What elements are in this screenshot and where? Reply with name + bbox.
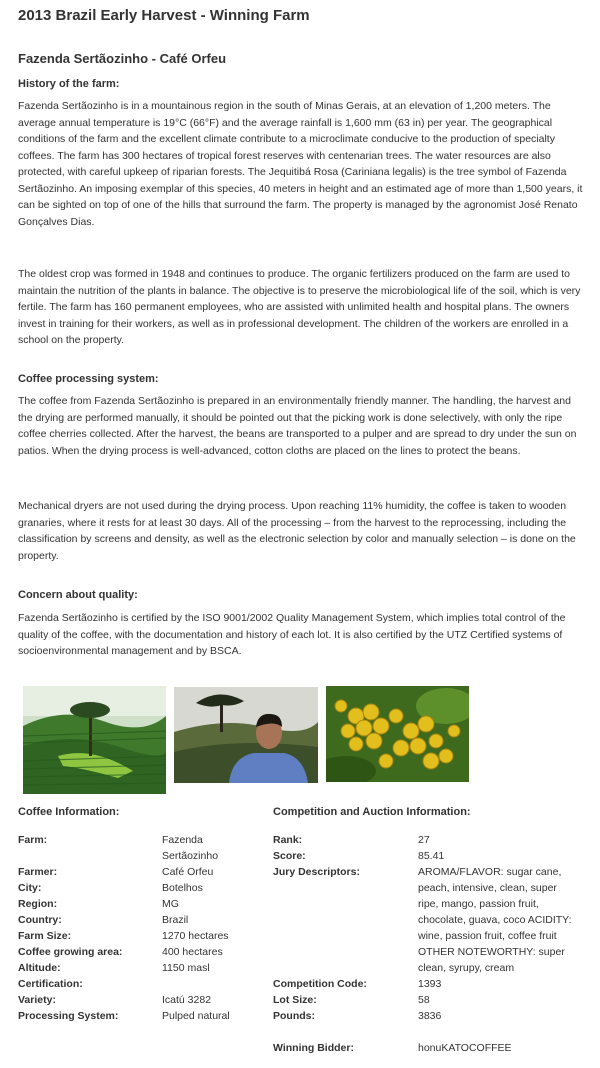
competition-label: Winning Bidder:	[273, 1042, 354, 1054]
coffee-info-value: 400 hectares	[162, 946, 223, 958]
quality-heading: Concern about quality:	[18, 589, 138, 601]
coffee-info-label: Certification:	[18, 978, 83, 990]
coffee-info-value: 1150 masl	[162, 962, 210, 974]
coffee-info-label: Variety:	[18, 994, 56, 1006]
processing-heading: Coffee processing system:	[18, 373, 159, 385]
competition-value: 3836	[418, 1010, 442, 1022]
history-heading: History of the farm:	[18, 78, 120, 90]
coffee-info-label: City:	[18, 882, 42, 894]
farm-title: Fazenda Sertãozinho - Café Orfeu	[18, 51, 227, 66]
coffee-info-label: Region:	[18, 898, 58, 910]
competition-value: 58	[418, 994, 430, 1006]
processing-paragraph-2: Mechanical dryers are not used during the drying process. Upon reaching 11% humidity, the coffee is taken to wooden granaries, where it rests for at least 30 days. All of the processing – from the harvest to the reprocessing, including the classification by screens and density, as well as the electronic selection by color and manually selection – is done on the property.	[18, 500, 576, 562]
coffee-info-value: Brazil	[162, 914, 189, 926]
history-paragraph-2: The oldest crop was formed in 1948 and continues to produce. The organic fertilizers produced on the farm are used to maintain the nutrition of the plants in balance. The objective is to preserve the microbiological life of the soil, which is very fertile. The farm has 160 permanent employees, who are assisted with unlimited health and hospital plans. The owners invest in training for their workers, as well as in professional development. The children of the workers are enrolled in a school on the property.	[18, 268, 581, 346]
competition-label: Score:	[273, 850, 306, 862]
coffee-info-label: Country:	[18, 914, 62, 926]
page-title: 2013 Brazil Early Harvest - Winning Farm	[18, 7, 310, 24]
competition-value: 85.41	[418, 850, 445, 862]
coffee-info-label: Processing System:	[18, 1010, 119, 1022]
coffee-info-value: 1270 hectares	[162, 930, 229, 942]
coffee-info-label: Altitude:	[18, 962, 61, 974]
competition-label: Pounds:	[273, 1010, 315, 1022]
competition-label: Lot Size:	[273, 994, 317, 1006]
processing-paragraph-1: The coffee from Fazenda Sertãozinho is prepared in an environmentally friendly manner. The handling, the harvest and the drying are performed manually, it should be pointed out that the picking work is done selectively, with only the ripe coffee cherries collected. After the harvest, the beans are transported to a pulper and are spread to dry under the sun on patios. When the drying process is well-advanced, cotton cloths are placed on the lines to protect the beans.	[18, 395, 577, 457]
coffee-cherries-photo	[326, 686, 469, 782]
coffee-info-value: Icatú 3282	[162, 994, 212, 1006]
competition-value: 1393	[418, 978, 442, 990]
farmer-portrait-photo	[174, 687, 318, 783]
coffee-info-value: Fazenda Sertãozinho	[162, 834, 219, 862]
competition-info-heading: Competition and Auction Information:	[273, 806, 471, 818]
history-paragraph-1: Fazenda Sertãozinho is in a mountainous region in the south of Minas Gerais, at an elevation of 1,200 meters. The average annual temperature is 19°C (66°F) and the average rainfall is 1,600 mm (63 in) per year. The geographical conditions of the farm and the excellent climate contribute to a microclimate conducive to the production of specialty coffees. The farm has 300 hectares of tropical forest reserves with centenarian trees. The water resources are also protected, with careful upkeep of riparian forests. The Jequitibá Rosa (Cariniana legalis) is the tree symbol of Fazenda Sertãozinho. An imposing exemplar of this species, 40 meters in height and an estimated age of more than 1,500 years, it can be sighted on top of one of the hills that surround the farm. The property is managed by the agronomist José Renato Gonçalves Dias.	[18, 100, 583, 228]
competition-value: 27	[418, 834, 430, 846]
coffee-info-value: Botelhos	[162, 882, 203, 894]
quality-paragraph: Fazenda Sertãozinho is certified by the ISO 9001/2002 Quality Management System, which implies total control of the quality of the coffee, with the documentation and history of each lot. It is also certified by the UTZ Certified systems of socioenvironmental management and by BSCA.	[18, 612, 566, 657]
coffee-info-value: MG	[162, 898, 179, 910]
competition-value: honuKATOCOFFEE	[418, 1042, 512, 1054]
competition-label: Rank:	[273, 834, 303, 846]
coffee-info-label: Farm Size:	[18, 930, 72, 942]
competition-value: AROMA/FLAVOR: sugar cane, peach, intensive, clean, super ripe, mango, passion fruit, chocolate, guava, coco ACIDITY: wine, passion fruit, coffee fruit OTHER NOTEWORTHY: super clean, syrupy, cream	[418, 866, 572, 974]
competition-label: Jury Descriptors:	[273, 866, 360, 878]
coffee-info-label: Coffee growing area:	[18, 946, 123, 958]
coffee-info-value: Café Orfeu	[162, 866, 214, 878]
coffee-info-label: Farmer:	[18, 866, 58, 878]
farm-landscape-photo	[23, 686, 166, 794]
coffee-info-heading: Coffee Information:	[18, 806, 120, 818]
coffee-info-label: Farm:	[18, 834, 48, 846]
coffee-info-value: Pulped natural	[162, 1010, 230, 1022]
competition-label: Competition Code:	[273, 978, 367, 990]
